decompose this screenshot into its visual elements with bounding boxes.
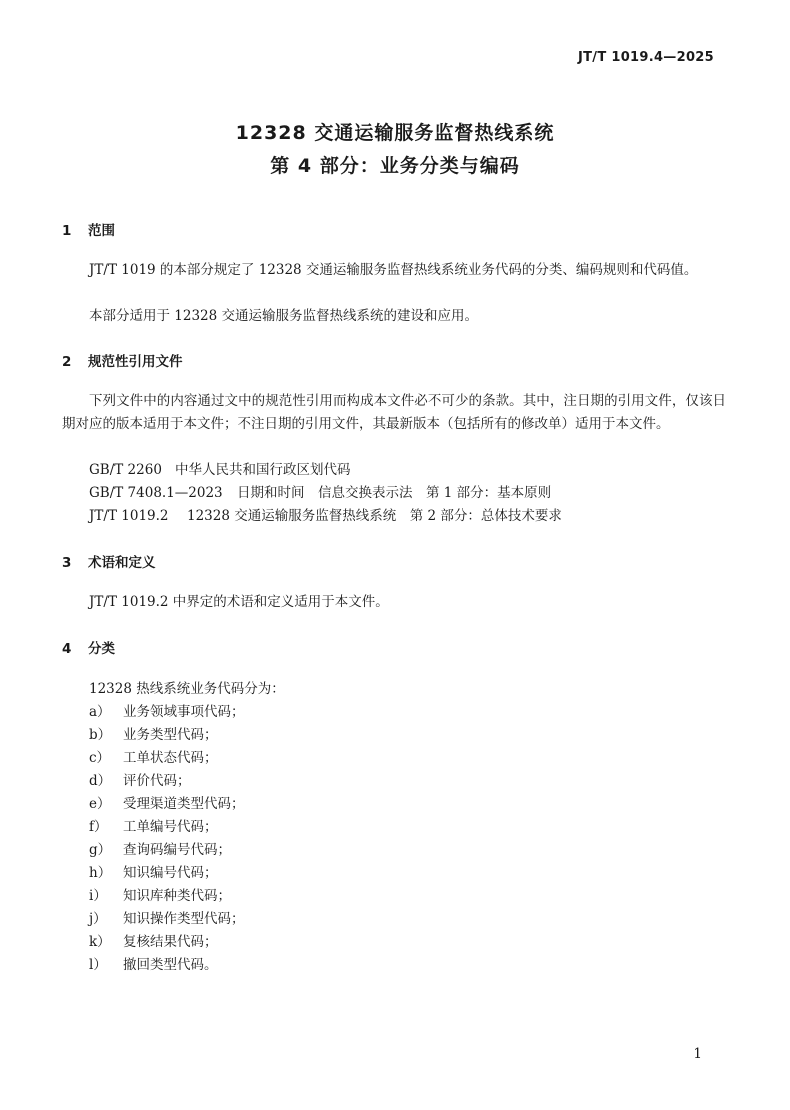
document-title: 12328 交通运输服务监督热线系统 <box>235 122 555 144</box>
list-text: 查询码编号代码； <box>123 842 231 858</box>
section-number: 2 <box>62 354 72 370</box>
list-marker: j） <box>89 911 107 927</box>
list-text: 知识编号代码； <box>123 865 218 881</box>
paragraph: JT/T 1019.2 中界定的术语和定义适用于本文件。 <box>89 594 389 610</box>
list-item <box>89 908 245 931</box>
reference-code: GB/T 2260 <box>89 462 162 478</box>
list-intro: 12328 热线系统业务代码分为： <box>89 681 285 697</box>
list-marker: h） <box>89 865 112 881</box>
list-item <box>89 701 245 724</box>
list-text: 知识库种类代码； <box>123 888 231 904</box>
section-number: 3 <box>62 555 72 571</box>
list-item <box>89 839 231 862</box>
list-marker: l） <box>89 957 107 973</box>
list-text: 评价代码； <box>123 773 191 789</box>
list-text: 业务领域事项代码； <box>123 704 245 720</box>
list-marker: f） <box>89 819 108 835</box>
list-item <box>89 954 218 977</box>
section-title: 术语和定义 <box>88 555 156 571</box>
list-marker: k） <box>89 934 111 950</box>
list-item <box>89 724 218 747</box>
section-heading-normative-references <box>62 350 183 370</box>
list-text: 受理渠道类型代码； <box>123 796 245 812</box>
list-text: 业务类型代码； <box>123 727 218 743</box>
reference-title: 12328 交通运输服务监督热线系统 第 2 部分：总体技术要求 <box>187 508 562 524</box>
list-marker: g） <box>89 842 112 858</box>
document-code: JT/T 1019.4—2025 <box>578 50 714 65</box>
list-marker: c） <box>89 750 111 766</box>
list-marker: b） <box>89 727 112 743</box>
reference-item <box>89 482 551 505</box>
list-text: 工单编号代码； <box>123 819 218 835</box>
section-title: 规范性引用文件 <box>88 354 183 370</box>
list-text: 工单状态代码； <box>123 750 218 766</box>
page-number: 1 <box>693 1046 702 1062</box>
list-item <box>89 770 191 793</box>
section-number: 4 <box>62 641 72 657</box>
list-item <box>89 862 218 885</box>
paragraph: 下列文件中的内容通过文中的规范性引用而构成本文件必不可少的条款。其中，注日期的引用文件，仅该日期对应的版本适用于本文件；不注日期的引用文件，其最新版本（包括所有的修改单）适用于本文件。 <box>62 393 726 432</box>
section-title: 分类 <box>88 641 115 657</box>
list-item <box>89 885 231 908</box>
list-marker: e） <box>89 796 111 812</box>
list-item <box>89 793 245 816</box>
reference-title: 日期和时间 信息交换表示法 第 1 部分：基本原则 <box>237 485 552 501</box>
list-item <box>89 747 218 770</box>
section-heading-scope <box>62 219 115 239</box>
list-text: 撤回类型代码。 <box>123 957 218 973</box>
section-number: 1 <box>62 223 72 239</box>
document-subtitle: 第 4 部分：业务分类与编码 <box>270 155 520 177</box>
section-heading-terms <box>62 551 156 571</box>
section-heading-classification <box>62 637 115 657</box>
reference-code: GB/T 7408.1—2023 <box>89 485 223 501</box>
reference-item <box>89 505 562 528</box>
list-marker: i） <box>89 888 107 904</box>
list-marker: a） <box>89 704 111 720</box>
reference-item <box>89 459 351 482</box>
list-marker: d） <box>89 773 112 789</box>
list-text: 复核结果代码； <box>123 934 218 950</box>
reference-code: JT/T 1019.2 <box>89 508 169 524</box>
section-title: 范围 <box>88 223 115 239</box>
paragraph: JT/T 1019 的本部分规定了 12328 交通运输服务监督热线系统业务代码的分类、编码规则和代码值。 <box>89 262 698 278</box>
list-item <box>89 816 218 839</box>
reference-title: 中华人民共和国行政区划代码 <box>175 462 351 478</box>
paragraph: 本部分适用于 12328 交通运输服务监督热线系统的建设和应用。 <box>89 308 479 324</box>
list-item <box>89 931 218 954</box>
list-text: 知识操作类型代码； <box>123 911 245 927</box>
